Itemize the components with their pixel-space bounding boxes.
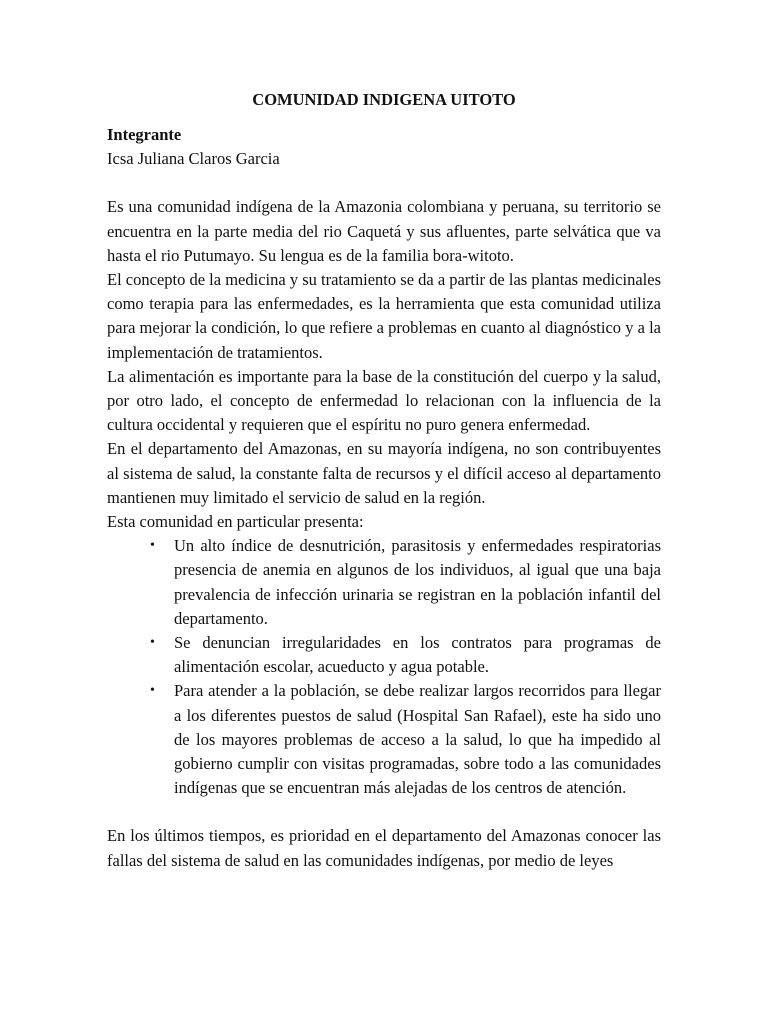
list-item	[150, 679, 661, 800]
member-block	[107, 123, 661, 171]
list-item	[150, 631, 661, 679]
member-name: Icsa Juliana Claros Garcia	[107, 149, 280, 169]
bullet-list	[107, 534, 661, 800]
list-item-text: Un alto índice de desnutrición, parasitosis y enfermedades respiratorias presencia de anemia en algunos de los individuos, al igual que una baja prevalencia de infección urinaria se registran en la población infantil del departamento.	[174, 536, 661, 628]
paragraph-medicine: El concepto de la medicina y su tratamiento se da a partir de las plantas medicinales como terapia para las enfermedades, es la herramienta que esta comunidad utiliza para mejorar la condición, lo que refiere a problemas en cuanto al diagnóstico y a la implementación de tratamientos.	[107, 270, 661, 362]
paragraph-nutrition: La alimentación es importante para la base de la constitución del cuerpo y la salud, por otro lado, el concepto de enfermedad lo relacionan con la influencia de la cultura occidental y requieren que el espíritu no puro genera enfermedad.	[107, 366, 661, 435]
document-title: COMUNIDAD INDIGENA UITOTO	[252, 90, 516, 109]
bullet-icon: •	[150, 683, 155, 699]
member-label: Integrante	[107, 125, 182, 144]
bullet-icon: •	[150, 635, 155, 651]
paragraph-territory: Es una comunidad indígena de la Amazonia colombiana y peruana, su territorio se encuentra en la parte media del rio Caquetá y sus afluentes, parte selvática que va hasta el rio Putumayo. Su lengua es de la familia bora-witoto.	[107, 197, 661, 265]
list-item	[150, 534, 661, 631]
list-item-text: Se denuncian irregularidades en los contratos para programas de alimentación escolar, acueducto y agua potable.	[174, 633, 661, 677]
section-spacer	[107, 171, 661, 195]
paragraph-health-system: En el departamento del Amazonas, en su mayoría indígena, no son contribuyentes al sistema de salud, la constante falta de recursos y el difícil acceso al departamento mantienen muy limitado el servicio de salud en la región.	[107, 439, 661, 507]
paragraph-list-intro: Esta comunidad en particular presenta:	[107, 512, 364, 532]
bullet-icon: •	[150, 538, 155, 554]
paragraph-gap	[107, 800, 661, 824]
paragraph-closing: En los últimos tiempos, es prioridad en el departamento del Amazonas conocer las fallas del sistema de salud en las comunidades indígenas, por medio de leyes	[107, 826, 661, 870]
list-item-text: Para atender a la población, se debe realizar largos recorridos para llegar a los diferentes puestos de salud (Hospital San Rafael), este ha sido uno de los mayores problemas de acceso a la salud, lo que ha impedido al gobierno cumplir con visitas programadas, sobre todo a las comunidades indígenas que se encuentran más alejadas de los centros de atención.	[174, 681, 661, 798]
